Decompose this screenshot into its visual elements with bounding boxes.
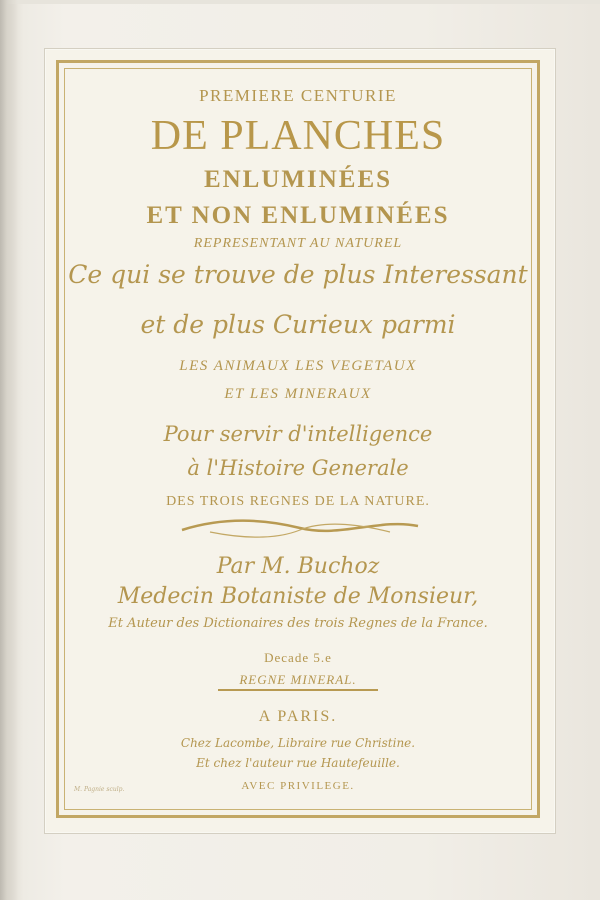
heading-enluminees: ENLUMINÉES — [203, 166, 393, 193]
privilege-line: AVEC PRIVILEGE. — [241, 780, 355, 792]
heading-et-non-enluminees: ET NON ENLUMINÉES — [146, 202, 450, 229]
heading-representant: REPRESENTANT AU NATUREL — [193, 236, 403, 251]
decade-label: Decade 5.e — [264, 650, 332, 665]
binding-shadow — [0, 0, 18, 900]
script-interessant: Ce qui se trouve de plus Interessant — [68, 260, 528, 289]
heading-trois-regnes: DES TROIS REGNES DE LA NATURE. — [166, 494, 430, 509]
heading-premiere-centurie: PREMIERE CENTURIE — [199, 86, 397, 105]
engraver-credit: M. Pagnie sculp. — [74, 786, 125, 793]
script-intelligence: Pour servir d'intelligence — [163, 422, 433, 446]
script-curieux: et de plus Curieux parmi — [140, 310, 456, 339]
heading-de-planches: DE PLANCHES — [150, 113, 446, 159]
author-works: Et Auteur des Dictionaires des trois Regnes de la France. — [108, 616, 488, 631]
heading-animaux: LES ANIMAUX LES VEGETAUX — [179, 358, 417, 374]
author-title: Medecin Botaniste de Monsieur, — [117, 584, 479, 609]
divider-rule — [218, 689, 378, 691]
publisher-line-1: Chez Lacombe, Libraire rue Christine. — [180, 736, 416, 750]
author-name: Par M. Buchoz — [216, 554, 380, 579]
heading-mineraux: ET LES MINERAUX — [224, 386, 372, 402]
script-histoire: à l'Histoire Generale — [187, 456, 409, 480]
regne-label: REGNE MINERAL. — [239, 672, 357, 687]
decorative-flourish — [180, 514, 420, 544]
imprint-city: A PARIS. — [258, 708, 338, 725]
publisher-line-2: Et chez l'auteur rue Hautefeuille. — [196, 756, 400, 770]
